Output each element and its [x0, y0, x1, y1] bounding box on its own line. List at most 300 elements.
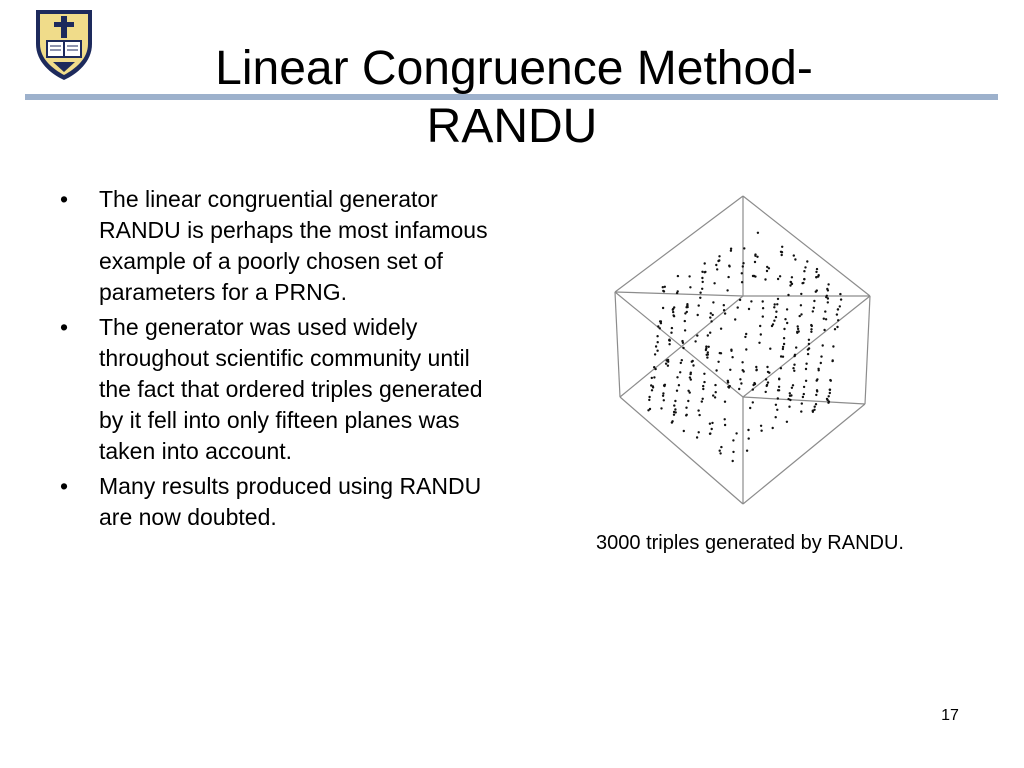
scatter-point	[701, 288, 703, 290]
scatter-point	[797, 325, 799, 327]
scatter-point	[723, 304, 725, 306]
scatter-point	[814, 406, 816, 408]
scatter-point	[769, 348, 771, 350]
scatter-point	[686, 306, 688, 308]
scatter-point	[826, 288, 828, 290]
scatter-point	[772, 323, 774, 325]
scatter-point	[782, 348, 784, 350]
bullet-item	[60, 471, 500, 533]
scatter-point	[803, 386, 805, 388]
scatter-point	[720, 328, 722, 330]
scatter-point	[748, 308, 750, 310]
scatter-point	[653, 366, 655, 368]
scatter-point	[723, 309, 725, 311]
scatter-point	[667, 365, 669, 367]
scatter-point	[756, 369, 758, 371]
scatter-point	[748, 437, 750, 439]
scatter-point	[668, 339, 670, 341]
scatter-point	[650, 384, 652, 386]
scatter-point	[716, 268, 718, 270]
scatter-point	[674, 408, 676, 410]
scatter-point	[732, 439, 734, 441]
scatter-point	[810, 331, 812, 333]
scatter-point	[689, 376, 691, 378]
scatter-point	[689, 286, 691, 288]
scatter-point	[676, 390, 678, 392]
scatter-point	[699, 292, 701, 294]
scatter-point	[836, 313, 838, 315]
scatter-point	[799, 315, 801, 317]
scatter-point	[678, 384, 680, 386]
scatter-point	[829, 392, 831, 394]
scatter-point	[766, 366, 768, 368]
scatter-point	[816, 289, 818, 291]
scatter-point	[803, 278, 805, 280]
scatter-point	[827, 301, 829, 303]
scatter-point	[708, 346, 710, 348]
scatter-point	[656, 350, 658, 352]
scatter-point	[775, 316, 777, 318]
scatter-point	[675, 411, 677, 413]
scatter-point	[682, 342, 684, 344]
scatter-point	[654, 353, 656, 355]
scatter-point	[760, 333, 762, 335]
scatter-point	[741, 272, 743, 274]
scatter-point	[684, 329, 686, 331]
scatter-point	[773, 306, 775, 308]
scatter-point	[786, 322, 788, 324]
scatter-point	[662, 307, 664, 309]
bullet-marker: •	[60, 186, 69, 212]
scatter-point	[793, 364, 795, 366]
scatter-point	[714, 396, 716, 398]
scatter-point	[792, 384, 794, 386]
scatter-point	[702, 281, 704, 283]
scatter-point	[793, 254, 795, 256]
scatter-point	[673, 306, 675, 308]
scatter-point	[717, 361, 719, 363]
scatter-point	[839, 305, 841, 307]
scatter-point	[662, 286, 664, 288]
scatter-point	[702, 385, 704, 387]
scatter-point	[663, 290, 665, 292]
scatter-point	[788, 406, 790, 408]
scatter-point	[698, 414, 700, 416]
scatter-point	[762, 300, 764, 302]
scatter-point	[715, 264, 717, 266]
figure-caption: 3000 triples generated by RANDU.	[596, 532, 904, 554]
scatter-point	[776, 303, 778, 305]
scatter-point	[674, 400, 676, 402]
scatter-point	[651, 389, 653, 391]
scatter-point	[782, 356, 784, 358]
scatter-point	[825, 318, 827, 320]
scatter-point	[803, 393, 805, 395]
scatter-point	[791, 276, 793, 278]
scatter-point	[672, 311, 674, 313]
scatter-point	[797, 328, 799, 330]
scatter-point	[827, 283, 829, 285]
scatter-point	[802, 396, 804, 398]
scatter-point	[681, 359, 683, 361]
scatter-point	[760, 425, 762, 427]
scatter-point	[701, 271, 703, 273]
scatter-point	[715, 391, 717, 393]
scatter-point	[729, 369, 731, 371]
scatter-point	[687, 400, 689, 402]
scatter-point	[684, 320, 686, 322]
scatter-point	[709, 316, 711, 318]
scatter-point	[805, 368, 807, 370]
scatter-point	[701, 400, 703, 402]
scatter-point	[816, 378, 818, 380]
scatter-point	[689, 391, 691, 393]
scatter-point	[714, 384, 716, 386]
scatter-point	[647, 409, 649, 411]
scatter-point	[719, 352, 721, 354]
scatter-point	[803, 270, 805, 272]
scatter-point	[719, 450, 721, 452]
scatter-point	[673, 404, 675, 406]
scatter-point	[782, 346, 784, 348]
scatter-point	[778, 378, 780, 380]
scatter-point	[704, 271, 706, 273]
scatter-point	[735, 432, 737, 434]
scatter-point	[710, 312, 712, 314]
scatter-point	[744, 336, 746, 338]
scatter-point	[732, 451, 734, 453]
cube-edge	[743, 196, 870, 296]
scatter-point	[830, 380, 832, 382]
scatter-point	[724, 401, 726, 403]
scatter-point	[772, 427, 774, 429]
scatter-point	[818, 369, 820, 371]
scatter-point	[810, 328, 812, 330]
scatter-point	[734, 318, 736, 320]
scatter-point	[783, 343, 785, 345]
scatter-point	[808, 347, 810, 349]
bullet-text: Many results produced using RANDU are now doubted.	[99, 473, 482, 530]
scatter-point	[698, 304, 700, 306]
scatter-point	[709, 332, 711, 334]
scatter-point	[800, 293, 802, 295]
scatter-point	[836, 326, 838, 328]
scatter-point	[786, 421, 788, 423]
scatter-point	[796, 331, 798, 333]
scatter-point	[804, 266, 806, 268]
scatter-point	[801, 402, 803, 404]
scatter-point	[730, 250, 732, 252]
scatter-point	[754, 261, 756, 263]
scatter-point	[668, 343, 670, 345]
scatter-point	[712, 301, 714, 303]
scatter-point	[824, 310, 826, 312]
slide-title-line-1: Linear Congruence Method-	[215, 42, 813, 95]
scatter-point	[653, 376, 655, 378]
scatter-point	[777, 389, 779, 391]
scatter-point	[820, 355, 822, 357]
scatter-point	[738, 388, 740, 390]
scatter-point	[816, 268, 818, 270]
scatter-point	[686, 311, 688, 313]
scatter-point	[662, 392, 664, 394]
scatter-point	[777, 278, 779, 280]
scatter-point	[839, 293, 841, 295]
scatter-point	[805, 380, 807, 382]
scatter-point	[773, 320, 775, 322]
scatter-point	[740, 382, 742, 384]
scatter-point	[698, 431, 700, 433]
scatter-point	[777, 397, 779, 399]
scatter-point	[745, 333, 747, 335]
scatter-point	[676, 376, 678, 378]
scatter-point	[699, 297, 701, 299]
scatter-point	[724, 424, 726, 426]
scatter-point	[712, 394, 714, 396]
scatter-point	[651, 377, 653, 379]
scatter-point	[829, 389, 831, 391]
scatter-point	[655, 345, 657, 347]
slide-title-line-2: RANDU	[426, 100, 598, 153]
scatter-point	[752, 388, 754, 390]
cube-edge	[743, 397, 865, 404]
scatter-point	[680, 362, 682, 364]
scatter-point	[703, 373, 705, 375]
scatter-point	[823, 318, 825, 320]
cube-edge	[620, 397, 743, 504]
scatter-point	[765, 391, 767, 393]
scatter-point	[815, 394, 817, 396]
scatter-point	[794, 258, 796, 260]
scatter-point	[752, 275, 754, 277]
scatter-point	[718, 255, 720, 257]
scatter-point	[692, 360, 694, 362]
scatter-point	[746, 450, 748, 452]
scatter-point	[705, 349, 707, 351]
scatter-point	[732, 460, 734, 462]
scatter-point	[727, 381, 729, 383]
cube-edge	[865, 296, 870, 404]
scatter-point	[820, 362, 822, 364]
scatter-point	[766, 266, 768, 268]
scatter-point	[832, 359, 834, 361]
scatter-point	[786, 308, 788, 310]
scatter-point	[760, 430, 762, 432]
scatter-point	[774, 303, 776, 305]
scatter-point	[762, 307, 764, 309]
scatter-point	[718, 259, 720, 261]
scatter-point	[672, 314, 674, 316]
scatter-point	[677, 275, 679, 277]
scatter-point	[816, 389, 818, 391]
cube-edge	[743, 404, 865, 504]
scatter-point	[781, 251, 783, 253]
scatter-point	[754, 255, 756, 257]
scatter-point	[696, 436, 698, 438]
scatter-point	[692, 364, 694, 366]
scatter-point	[703, 381, 705, 383]
scatter-point	[704, 262, 706, 264]
scatter-point	[663, 399, 665, 401]
scatter-point	[685, 407, 687, 409]
scatter-point	[756, 256, 758, 258]
scatter-point	[800, 313, 802, 315]
scatter-point	[741, 361, 743, 363]
scatter-point	[812, 310, 814, 312]
scatter-point	[697, 314, 699, 316]
scatter-point	[825, 296, 827, 298]
scatter-point	[659, 327, 661, 329]
scatter-point	[715, 369, 717, 371]
cube-edge	[615, 292, 620, 397]
scatter-point	[806, 260, 808, 262]
scatter-point	[679, 371, 681, 373]
scatter-point	[780, 367, 782, 369]
scatter-point	[813, 300, 815, 302]
scatter-point	[813, 307, 815, 309]
scatter-point	[742, 262, 744, 264]
cube-edge	[615, 196, 743, 292]
scatter-point	[779, 275, 781, 277]
scatter-point	[660, 322, 662, 324]
scatter-point	[811, 325, 813, 327]
scatter-point	[711, 422, 713, 424]
scatter-point	[802, 282, 804, 284]
scatter-point	[657, 341, 659, 343]
scatter-point	[688, 275, 690, 277]
bullet-item	[60, 184, 500, 308]
scatter-point	[656, 335, 658, 337]
scatter-point	[837, 308, 839, 310]
scatter-point	[648, 396, 650, 398]
scatter-point	[702, 388, 704, 390]
scatter-point	[837, 319, 839, 321]
scatter-point	[783, 337, 785, 339]
scatter-point	[701, 277, 703, 279]
scatter-point	[766, 270, 768, 272]
scatter-point	[694, 340, 696, 342]
scatter-point	[792, 367, 794, 369]
scatter-point	[767, 381, 769, 383]
scatter-point	[749, 407, 751, 409]
scatter-point	[713, 282, 715, 284]
scatter-point	[759, 325, 761, 327]
scatter-point	[739, 378, 741, 380]
scatter-point	[775, 311, 777, 313]
scatter-point	[823, 329, 825, 331]
scatter-point	[706, 354, 708, 356]
scatter-point	[652, 386, 654, 388]
scatter-point	[726, 289, 728, 291]
scatter-point	[818, 274, 820, 276]
scatter-point	[730, 350, 732, 352]
scatter-point	[745, 348, 747, 350]
scatter-point	[781, 254, 783, 256]
cube-edge	[615, 292, 743, 296]
scatter-point	[815, 271, 817, 273]
scatter-point	[832, 345, 834, 347]
scatter-point	[791, 283, 793, 285]
scatter-point	[707, 351, 709, 353]
scatter-point	[822, 344, 824, 346]
scatter-point	[794, 354, 796, 356]
scatter-point	[800, 304, 802, 306]
bullet-list	[60, 184, 500, 537]
scatter-point	[775, 416, 777, 418]
scatter-point	[724, 312, 726, 314]
scatter-point	[776, 409, 778, 411]
scatter-point	[808, 339, 810, 341]
scatter-point	[789, 395, 791, 397]
scatter-point	[813, 409, 815, 411]
scatter-point	[707, 334, 709, 336]
scatter-point	[826, 399, 828, 401]
scatter-point	[807, 353, 809, 355]
scatter-point	[758, 342, 760, 344]
scatter-point	[662, 395, 664, 397]
scatter-point	[789, 392, 791, 394]
scatter-point	[689, 373, 691, 375]
scatter-point	[793, 370, 795, 372]
scatter-point	[727, 276, 729, 278]
scatter-point	[815, 403, 817, 405]
scatter-point	[781, 246, 783, 248]
scatter-point	[743, 370, 745, 372]
scatter-point	[766, 384, 768, 386]
cube-edge	[615, 292, 743, 397]
scatter-point	[671, 327, 673, 329]
scatter-point	[720, 446, 722, 448]
scatter-point	[743, 247, 745, 249]
scatter-point	[765, 378, 767, 380]
scatter-point	[739, 299, 741, 301]
scatter-point	[712, 314, 714, 316]
scatter-point	[709, 423, 711, 425]
scatter-point	[737, 306, 739, 308]
bullet-text: The linear congruential generator RANDU is perhaps the most infamous example of a poorly chosen set of parameters for a PRNG.	[99, 186, 488, 305]
bullet-marker: •	[60, 473, 69, 499]
scatter-point	[775, 404, 777, 406]
scatter-point	[752, 401, 754, 403]
scatter-point	[702, 398, 704, 400]
scatter-point	[682, 347, 684, 349]
scatter-point	[800, 410, 802, 412]
scatter-point	[671, 421, 673, 423]
scatter-point	[706, 356, 708, 358]
scatter-point	[741, 281, 743, 283]
scatter-point	[828, 395, 830, 397]
scatter-point	[777, 298, 779, 300]
scatter-point	[755, 366, 757, 368]
scatter-point	[742, 265, 744, 267]
slide-title	[0, 40, 1024, 156]
scatter-point	[784, 318, 786, 320]
scatter-point	[685, 414, 687, 416]
scatter-point	[697, 409, 699, 411]
randu-cube-figure	[610, 192, 876, 510]
scatter-point	[709, 432, 711, 434]
scatter-point	[719, 452, 721, 454]
scatter-point	[757, 232, 759, 234]
scatter-point	[728, 386, 730, 388]
scatter-point	[778, 386, 780, 388]
scatter-point	[664, 286, 666, 288]
scatter-point	[663, 385, 665, 387]
scatter-point	[666, 359, 668, 361]
scatter-point	[787, 398, 789, 400]
scatter-point	[724, 418, 726, 420]
scatter-point	[764, 278, 766, 280]
